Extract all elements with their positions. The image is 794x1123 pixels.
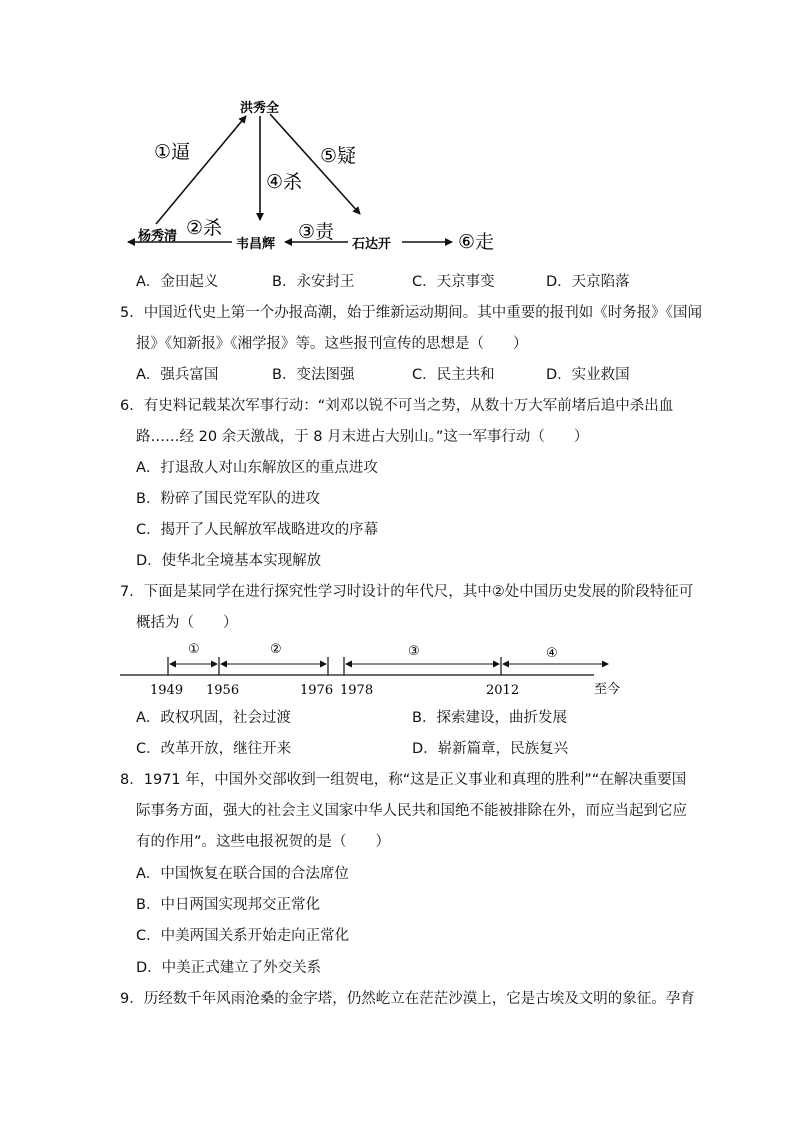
q4-option-d: D．天京陷落 <box>546 274 630 290</box>
step-4: ④杀 <box>266 171 303 193</box>
q6-option-c: C．揭开了人民解放军战略进攻的序幕 <box>136 522 379 538</box>
q5-line-1: 5．中国近代史上第一个办报高潮，始于维新运动期间。其中重要的报刊如《时务报》《国闻 <box>120 305 702 321</box>
year-now: 至今 <box>594 682 621 697</box>
year-1956: 1956 <box>206 683 240 698</box>
q7-option-d: D．崭新篇章，民族复兴 <box>412 741 569 757</box>
step-1: ①逼 <box>154 141 191 163</box>
q7-line-1: 7．下面是某同学在进行探究性学习时设计的年代尺，其中②处中国历史发展的阶段特征可 <box>120 584 694 600</box>
step-6: ⑥走 <box>458 231 495 253</box>
q4-option-b: B．永安封王 <box>272 274 355 290</box>
q7-option-c: C．改革开放，继往开来 <box>136 741 292 757</box>
q8-option-a: A．中国恢复在联合国的合法席位 <box>136 866 349 882</box>
label-shi: 石达开 <box>352 237 392 252</box>
year-1976: 1976 <box>300 683 334 698</box>
q6-line-1: 6．有史料记载某次军事行动：“刘邓以锐不可当之势，从数十万大军前堵后追中杀出血 <box>120 398 674 414</box>
q4-option-c: C．天京事变 <box>412 274 495 290</box>
relation-diagram <box>120 90 540 255</box>
label-hong: 洪秀全 <box>240 101 280 116</box>
step-2: ②杀 <box>186 217 223 239</box>
arrow-yang-to-hong <box>156 116 246 224</box>
year-2012: 2012 <box>486 683 520 698</box>
q6-option-a: A．打退敌人对山东解放区的重点进攻 <box>136 460 378 476</box>
timeline <box>118 635 638 699</box>
segment-label-4: ④ <box>546 646 558 661</box>
q5-option-a: A．强兵富国 <box>136 367 219 383</box>
segment-label-3: ③ <box>408 644 420 659</box>
q8-line-2: 际事务方面，强大的社会主义国家中华人民共和国绝不能被排除在外，而应当起到它应 <box>136 803 687 819</box>
q8-option-c: C．中美两国关系开始走向正常化 <box>136 928 350 944</box>
segment-label-2: ② <box>270 642 282 657</box>
q7-line-2: 概括为（ ） <box>136 615 238 631</box>
q4-option-a: A．金田起义 <box>136 274 219 290</box>
q5-option-b: B．变法图强 <box>272 367 355 383</box>
q9-line-1: 9．历经数千年风雨沧桑的金字塔，仍然屹立在茫茫沙漠上，它是古埃及文明的象征。孕育 <box>120 991 695 1007</box>
q5-line-2: 报》《知新报》《湘学报》等。这些报刊宣传的思想是（ ） <box>136 336 528 352</box>
segment-label-1: ① <box>188 642 200 657</box>
q8-line-3: 有的作用”。这些电报祝贺的是（ ） <box>136 834 391 850</box>
q8-line-1: 8．1971 年，中国外交部收到一组贺电，称“这是正义事业和真理的胜利”“在解决重要国 <box>120 772 687 788</box>
year-1978: 1978 <box>340 683 374 698</box>
label-wei: 韦昌辉 <box>236 237 276 252</box>
q8-option-d: D．中美正式建立了外交关系 <box>136 960 322 976</box>
step-5: ⑤疑 <box>320 145 357 167</box>
q7-option-b: B．探索建设，曲折发展 <box>412 710 567 726</box>
q6-option-d: D．使华北全境基本实现解放 <box>136 553 322 569</box>
q8-option-b: B．中日两国实现邦交正常化 <box>136 897 320 913</box>
step-3: ③责 <box>298 221 335 243</box>
q6-option-b: B．粉碎了国民党军队的进攻 <box>136 491 320 507</box>
q6-line-2: 路……经 20 余天激战，于 8 月末进占大别山。”这一军事行动（ ） <box>136 429 589 445</box>
q7-option-a: A．政权巩固，社会过渡 <box>136 710 291 726</box>
q5-option-d: D．实业救国 <box>546 367 630 383</box>
year-1949: 1949 <box>150 683 184 698</box>
label-yang: 杨秀清 <box>138 229 178 244</box>
q5-option-c: C．民主共和 <box>412 367 495 383</box>
